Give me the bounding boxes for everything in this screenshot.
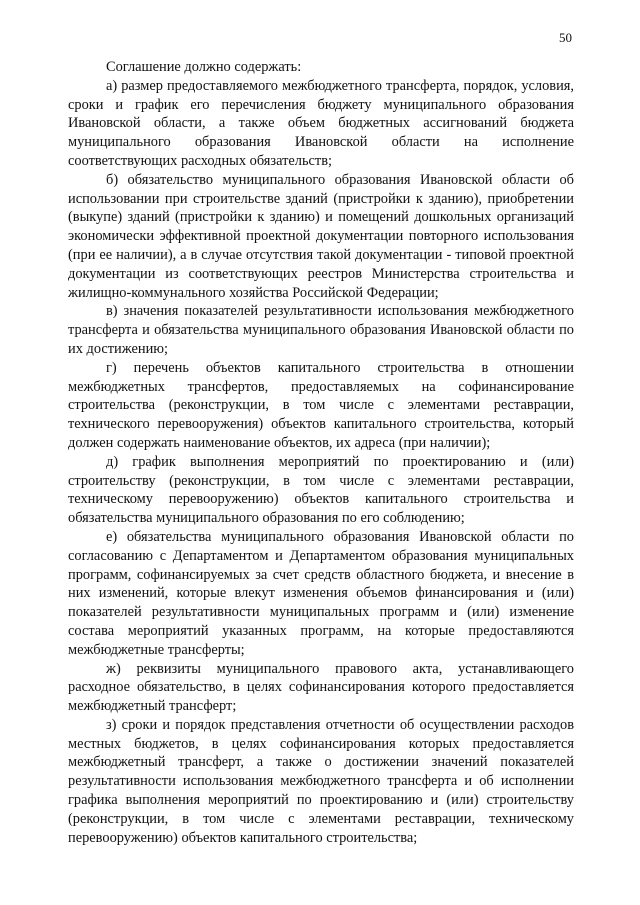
paragraph-z: з) сроки и порядок представления отчетности об осуществлении расходов местных бюджетов, в целях софинансирования которых предоставляется межбюджетный трансферт, а также о достижении значений показателей результативности использования межбюджетного трансферта и об исполнении графика выполнения мероприятий по проектированию и (или) строительству (реконструкции, в том числе с элементами реставрации, техническому перевооружению) объектов капитального строительства;: [68, 716, 574, 846]
paragraph-intro: Соглашение должно содержать:: [106, 59, 302, 75]
paragraph-d: д) график выполнения мероприятий по проектированию и (или) строительству (реконструкции, в том числе с элементами реставрации, техническому перевооружению) объектов капитального строительства и обязательства муниципального образования по его соблюдению;: [68, 453, 574, 527]
page-number: 50: [559, 30, 572, 45]
paragraph-a: а) размер предоставляемого межбюджетного трансферта, порядок, условия, сроки и график его перечисления бюджету муниципального образования Ивановской области, а также объем бюджетных ассигнований бюджета муниципального образования Ивановской области на исполнение соответствующих расходных обязательств;: [68, 77, 574, 169]
document-body: [68, 58, 574, 847]
paragraph-zh: ж) реквизиты муниципального правового акта, устанавливающего расходное обязательство, в целях софинансирования которого предоставляется межбюджетный трансферт;: [68, 660, 574, 715]
paragraph-e: е) обязательства муниципального образования Ивановской области по согласованию с Департаментом и Департаментом образования муниципальных программ, софинансируемых за счет средств областного бюджета, и внесение в них изменений, которые влекут изменения объемов финансирования и (или) показателей результативности муниципальных программ и (или) изменение состава мероприятий указанных программ, на которые предоставляются межбюджетные трансферты;: [68, 528, 574, 658]
paragraph-b: б) обязательство муниципального образования Ивановской области об использовании при строительстве зданий (пристройки к зданию), приобретении (выкупе) зданий (пристройки к зданию) и помещений дошкольных организаций экономически эффективной проектной документации повторного использования (при ее наличии), а в случае отсутствия такой документации - типовой проектной документации из соответствующих реестров Министерства строительства и жилищно-коммунального хозяйства Российской Федерации;: [68, 171, 574, 301]
paragraph-v: в) значения показателей результативности использования межбюджетного трансферта и обязательства муниципального образования Ивановской области по их достижению;: [68, 303, 574, 357]
paragraph-g: г) перечень объектов капитального строительства в отношении межбюджетных трансфертов, предоставляемых на софинансирование строительства (реконструкции, в том числе с элементами реставрации, технического перевооружения) объектов капитального строительства, который должен содержать наименование объектов, их адреса (при наличии);: [68, 359, 574, 451]
